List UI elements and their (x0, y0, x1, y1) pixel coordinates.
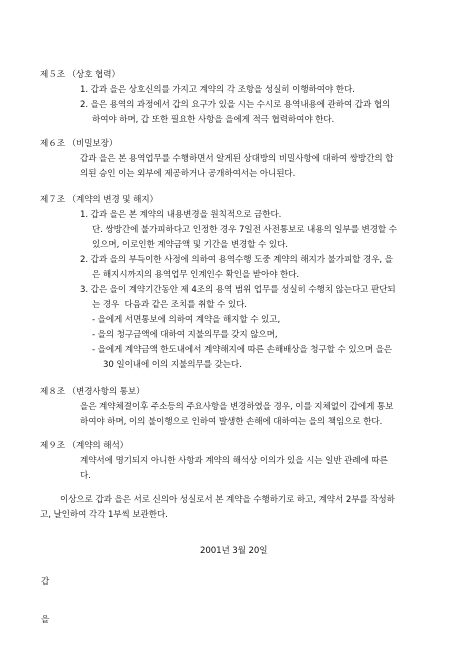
article-8-title: 제８조 （변경사항의 통보） (40, 387, 145, 397)
article-5-title: 제５조 （상호 협력） (40, 70, 120, 80)
contract-date: 2001년 3월 20일 (200, 546, 268, 556)
article-9-title: 제９조 （계약의 해석） (40, 441, 129, 451)
party-a-label: 갑 (41, 577, 50, 587)
article-7-line: 2. 갑과 을의 부득이한 사정에 의하여 용역수행 도중 계약의 해지가 불가피할 경우, 을 (80, 255, 393, 265)
article-7-line: 은 해지시까지의 용역업무 인계인수 확인을 받아야 한다. (92, 270, 300, 280)
article-8-line: 하여야 하며, 이의 불이행으로 인하여 발생한 손해에 대하여는 을의 책임으로 한다. (80, 417, 383, 427)
article-7-line: 는 경우 다음과 같은 조치를 취할 수 있다. (92, 300, 247, 310)
article-7-title: 제７조 （계약의 변경 및 해지） (40, 195, 159, 205)
article-8-line: 을은 계약체결이후 주소등의 주요사항을 변경하였을 경우, 이를 지체없이 갑에게 통보 (80, 402, 394, 412)
article-5-line: 하여야 하며, 갑 또한 필요한 사항을 을에게 적극 협력하여야 한다. (92, 115, 335, 125)
article-7-line: 1. 갑과 을은 본 계약의 내용변경을 원칙적으로 금한다. (80, 210, 282, 220)
article-6-line: 의된 승인 이는 외부에 제공하거나 공개하여서는 아니된다. (80, 169, 296, 179)
article-7-line: - 을에게 서면통보에 의하여 계약을 해지할 수 있고, (92, 315, 281, 325)
party-b-label: 을 (41, 615, 50, 625)
article-6-line: 갑과 을은 본 용역업무를 수행하면서 알게된 상대방의 비밀사항에 대하여 쌍방간의 합 (80, 154, 394, 164)
article-6-title: 제６조 （비밀보장） (40, 139, 118, 149)
article-7-line: 있으며, 이로인한 계약금액 및 기간을 변경할 수 있다. (92, 240, 288, 250)
article-7-line: - 을에게 계약금액 한도내에서 계약해지에 따른 손해배상을 청구할 수 있으며 을은 (92, 345, 392, 355)
article-7-line: - 을의 청구금액에 대하여 지불의무를 갖지 않으며, (92, 330, 278, 340)
article-7-line: 30 일이내에 이의 지불의무를 갖는다. (103, 360, 242, 370)
article-5-line: 2. 을은 용역의 과정에서 갑의 요구가 있을 시는 수시로 용역내용에 관하여 갑과 협의 (80, 100, 391, 110)
article-7-line: 단. 쌍방간에 불가피하다고 인정한 경우 7일전 사전통보로 내용의 일부를 변경할 수 (92, 225, 397, 235)
closing-line: 고, 날인하여 각각 1부씩 보관한다. (40, 510, 168, 520)
article-9-line: 다. (80, 471, 91, 481)
article-5-line: 1. 갑과 을은 상호신의를 가지고 계약의 각 조항을 성실히 이행하여야 한다. (80, 85, 355, 95)
closing-line: 이상으로 갑과 을은 서로 신의아 성실로서 본 계약을 수행하기로 하고, 계약서 2부를 작성하 (60, 495, 395, 505)
article-7-line: 3. 갑은 을이 계약기간동안 제 4조의 용역 범위 업무를 성실히 수행치 않는다고 판단되 (80, 285, 396, 295)
article-9-line: 계약서에 명기되지 아니한 사항과 계약의 해석상 이의가 있을 시는 일반 관례에 따른 (80, 456, 388, 466)
